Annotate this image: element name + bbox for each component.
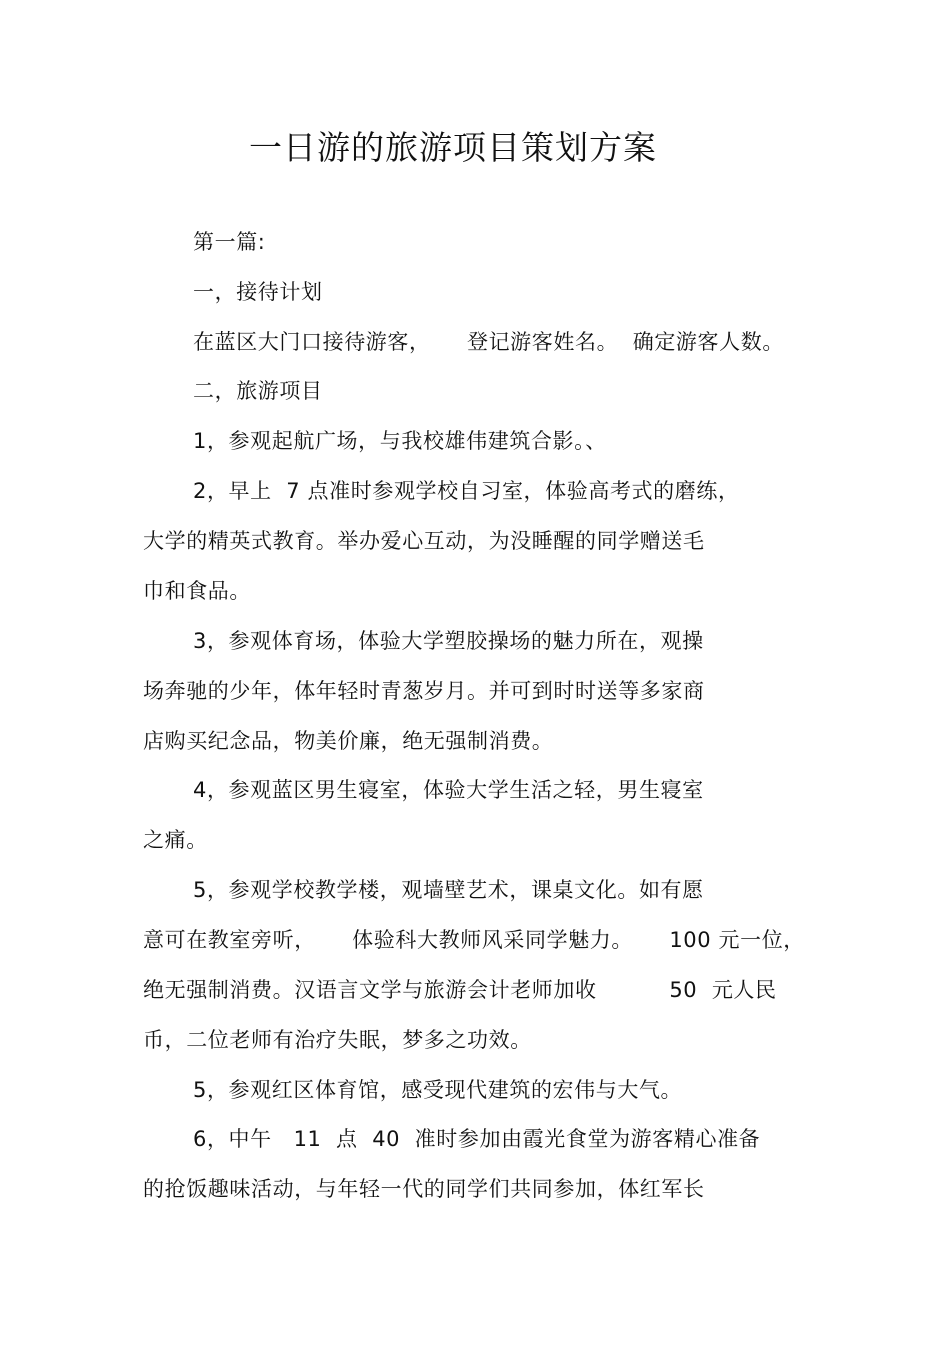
text-line: 之痛。 xyxy=(143,828,208,852)
text-line: 在蓝区大门口接待游客， 登记游客姓名。 确定游客人数。 xyxy=(193,330,784,354)
text-line: 二，旅游项目 xyxy=(193,379,323,403)
text-line: 6，中午 11 点 40 准时参加由霞光食堂为游客精心准备 xyxy=(193,1127,761,1151)
text-line: 店购买纪念品，物美价廉，绝无强制消费。 xyxy=(143,729,554,753)
text-line: 大学的精英式教育。举办爱心互动，为没睡醒的同学赠送毛 xyxy=(143,529,705,553)
document-title: 一日游的旅游项目策划方案 xyxy=(249,128,657,167)
text-line: 5，参观红区体育馆，感受现代建筑的宏伟与大气。 xyxy=(193,1078,683,1102)
text-line: 2，早上 7 点准时参观学校自习室，体验高考式的磨练， xyxy=(193,479,740,503)
text-line: 巾和食品。 xyxy=(143,579,251,603)
text-line: 3，参观体育场，体验大学塑胶操场的魅力所在，观操 xyxy=(193,629,704,653)
text-line: 1，参观起航广场，与我校雄伟建筑合影。、 xyxy=(193,429,607,453)
text-line: 币，二位老师有治疗失眠，梦多之功效。 xyxy=(143,1028,532,1052)
text-line: 第一篇: xyxy=(193,230,266,254)
text-line: 4，参观蓝区男生寝室，体验大学生活之轻，男生寝室 xyxy=(193,778,704,802)
text-line: 一，接待计划 xyxy=(193,280,323,304)
text-line: 意可在教室旁听， 体验科大教师风采同学魅力。 100 元一位， xyxy=(143,928,805,952)
text-line: 场奔驰的少年，体年轻时青葱岁月。并可到时时送等多家商 xyxy=(143,679,705,703)
text-line: 绝无强制消费。汉语言文学与旅游会计老师加收 50 元人民 xyxy=(143,978,777,1002)
text-line: 5，参观学校教学楼，观墙壁艺术，课桌文化。如有愿 xyxy=(193,878,704,902)
text-line: 的抢饭趣味活动，与年轻一代的同学们共同参加，体红军长 xyxy=(143,1177,705,1201)
